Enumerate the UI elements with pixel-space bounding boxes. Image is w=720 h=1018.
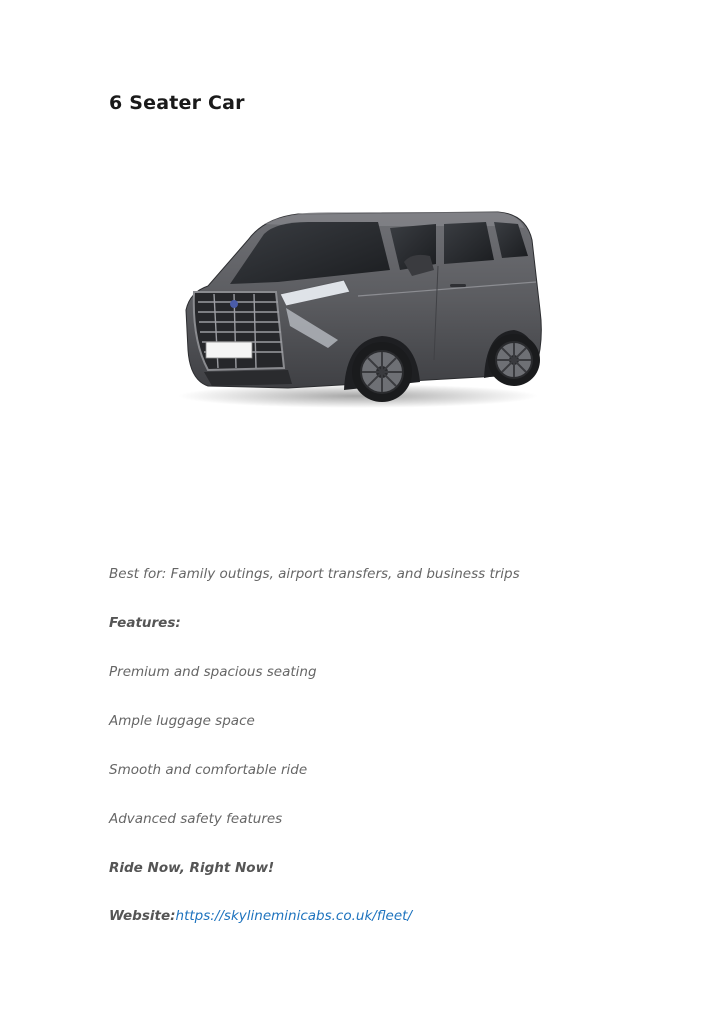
minivan-car-image [168, 200, 552, 414]
feature-item: Ample luggage space [109, 713, 255, 729]
features-heading: Features: [109, 615, 181, 631]
feature-item: Smooth and comfortable ride [109, 762, 308, 778]
website-label: Website: [109, 908, 176, 924]
feature-item: Advanced safety features [109, 811, 283, 827]
page-title: 6 Seater Car [109, 92, 245, 114]
call-to-action: Ride Now, Right Now! [109, 860, 275, 876]
best-for-text: Best for: Family outings, airport transfers, and business trips [109, 566, 520, 582]
feature-item: Premium and spacious seating [109, 664, 317, 680]
website-line [109, 908, 412, 924]
website-link[interactable]: https://skylineminicabs.co.uk/fleet/ [175, 908, 412, 924]
